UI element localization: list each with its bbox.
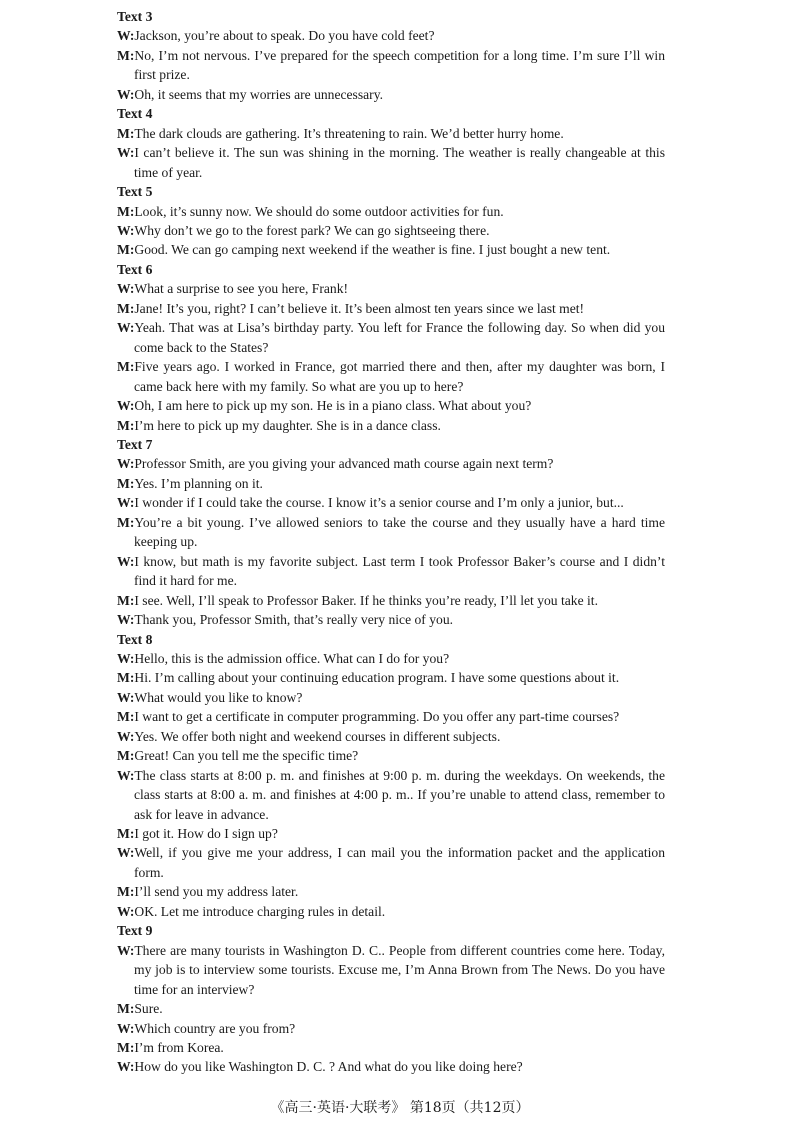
speaker-colon: : [129,125,135,141]
speaker-label: W [117,222,130,238]
speaker-colon: : [129,300,135,316]
dialogue-line [117,396,665,415]
dialogue-line [117,999,665,1018]
dialogue-line [117,240,665,259]
line-text: Yes. We offer both night and weekend courses in different subjects. [134,728,501,744]
speaker-label: W [117,495,130,511]
line-text: Oh, it seems that my worries are unnecessary. [134,86,384,102]
line-text: How do you like Washington D. C. ? And what do you like doing here? [134,1059,523,1075]
speaker-label: M [117,514,130,530]
speaker-label: M [117,592,130,608]
speaker-colon: : [129,553,135,569]
speaker-label: W [117,28,130,44]
speaker-label: M [117,670,130,686]
dialogue-line [117,688,665,707]
speaker-colon: : [129,689,135,705]
line-text: Hello, this is the admission office. What can I do for you? [134,650,450,666]
line-text: I know, but math is my favorite subject. Last term I took Professor Baker’s course and I didn’t find it hard for me. [134,553,665,589]
speaker-colon: : [129,650,135,666]
speaker-colon: : [129,1020,135,1036]
line-text: I got it. How do I sign up? [134,826,278,842]
line-text: No, I’m not nervous. I’ve prepared for the speech competition for a long time. I’m sure I’ll win first prize. [134,47,665,83]
speaker-colon: : [129,359,135,375]
speaker-colon: : [129,728,135,744]
listening-transcript [117,7,665,1077]
speaker-label: W [117,903,130,919]
dialogue-line [117,357,665,396]
speaker-colon: : [129,903,135,919]
dialogue-line [117,707,665,726]
speaker-colon: : [129,320,135,336]
dialogue-line [117,746,665,765]
speaker-label: M [117,1001,130,1017]
speaker-label: M [117,203,130,219]
line-text: Sure. [134,1001,163,1017]
line-text: Look, it’s sunny now. We should do some outdoor activities for fun. [134,203,504,219]
speaker-label: M [117,242,130,258]
dialogue-line [117,85,665,104]
line-text: What a surprise to see you here, Frank! [134,281,349,297]
speaker-label: M [117,709,130,725]
line-text: I’m from Korea. [134,1040,224,1056]
dialogue-line [117,474,665,493]
line-text: The dark clouds are gathering. It’s threatening to rain. We’d better hurry home. [134,125,564,141]
speaker-colon: : [129,242,135,258]
line-text: Oh, I am here to pick up my son. He is in a piano class. What about you? [134,398,532,414]
speaker-colon: : [129,28,135,44]
line-text: Thank you, Professor Smith, that’s really very nice of you. [134,612,454,628]
line-text: You’re a bit young. I’ve allowed seniors to take the course and they usually have a hard time keeping up. [134,514,665,550]
dialogue-line [117,649,665,668]
line-text: Yeah. That was at Lisa’s birthday party. You left for France the following day. So when did you come back to the States? [134,320,665,355]
line-text: The class starts at 8:00 p. m. and finishes at 9:00 p. m. during the weekdays. On weekends, the class starts at 8:00 a. m. and finishes at 4:00 p. m.. If you’re unable to attend class, remember to ask for leave in advance. [134,767,665,822]
line-text: Professor Smith, are you giving your advanced math course again next term? [134,456,554,472]
speaker-colon: : [129,514,135,530]
dialogue-line [117,299,665,318]
speaker-colon: : [129,203,135,219]
speaker-label: M [117,417,130,433]
line-text: Good. We can go camping next weekend if the weather is fine. I just bought a new tent. [134,242,611,258]
dialogue-line [117,1019,665,1038]
line-text: I’m here to pick up my daughter. She is in a dance class. [134,417,441,433]
speaker-label: W [117,1059,130,1075]
speaker-colon: : [129,398,135,414]
speaker-colon: : [129,456,135,472]
dialogue-line [117,1038,665,1057]
line-text: I want to get a certificate in computer programming. Do you offer any part-time courses? [134,709,620,725]
section-heading: Text 8 [117,631,153,647]
section-heading: Text 3 [117,9,153,24]
section-heading: Text 4 [117,106,153,122]
speaker-label: W [117,281,130,297]
speaker-colon: : [129,281,135,297]
speaker-label: W [117,942,130,958]
line-text: Five years ago. I worked in France, got married there and then, after my daughter was born, I came back here with my family. So what are you up to here? [134,359,665,394]
speaker-label: M [117,125,130,141]
line-text: Great! Can you tell me the specific time? [134,748,359,764]
dialogue-line [117,552,665,591]
dialogue-line [117,513,665,552]
speaker-label: W [117,689,130,705]
speaker-colon: : [129,417,135,433]
speaker-colon: : [129,145,135,161]
line-text: I wonder if I could take the course. I know it’s a senior course and I’m only a junior, but... [134,495,624,511]
line-text: Yes. I’m planning on it. [134,475,263,491]
speaker-label: M [117,47,130,63]
speaker-colon: : [129,592,135,608]
speaker-colon: : [129,86,135,102]
speaker-label: W [117,456,130,472]
speaker-colon: : [129,670,135,686]
speaker-label: W [117,86,130,102]
dialogue-line [117,766,665,824]
dialogue-line [117,279,665,298]
speaker-colon: : [129,826,135,842]
speaker-label: W [117,845,130,861]
dialogue-line [117,591,665,610]
page-footer: 《高三·英语·大联考》 第18页（共12页） [270,1100,530,1116]
speaker-colon: : [129,845,135,861]
dialogue-line [117,1057,665,1076]
dialogue-line [117,221,665,240]
speaker-colon: : [129,612,135,628]
line-text: Why don’t we go to the forest park? We can go sightseeing there. [134,222,490,238]
speaker-label: M [117,884,130,900]
section-heading: Text 5 [117,184,153,200]
speaker-label: W [117,553,130,569]
dialogue-line [117,493,665,512]
speaker-colon: : [129,942,135,958]
section-heading: Text 9 [117,923,153,939]
speaker-label: W [117,612,130,628]
line-text: Hi. I’m calling about your continuing education program. I have some questions about it. [134,670,620,686]
speaker-label: W [117,767,130,783]
dialogue-line [117,46,665,85]
section-heading: Text 7 [117,436,153,452]
line-text: I can’t believe it. The sun was shining in the morning. The weather is really changeable at this time of year. [134,145,665,180]
speaker-label: W [117,650,130,666]
dialogue-line [117,668,665,687]
line-text: Well, if you give me your address, I can mail you the information packet and the application form. [134,845,665,880]
dialogue-line [117,26,665,45]
speaker-colon: : [129,495,135,511]
speaker-label: M [117,826,130,842]
line-text: Which country are you from? [134,1020,296,1036]
speaker-label: M [117,475,130,491]
dialogue-line [117,824,665,843]
dialogue-line [117,318,665,357]
speaker-label: M [117,748,130,764]
line-text: I see. Well, I’ll speak to Professor Baker. If he thinks you’re ready, I’ll let you take it. [134,592,598,608]
speaker-label: W [117,1020,130,1036]
dialogue-line [117,416,665,435]
speaker-colon: : [129,47,135,63]
speaker-colon: : [129,884,135,900]
line-text: Jackson, you’re about to speak. Do you have cold feet? [134,28,435,44]
speaker-colon: : [129,767,135,783]
speaker-colon: : [129,475,135,491]
dialogue-line [117,143,665,182]
line-text: What would you like to know? [134,689,303,705]
speaker-label: W [117,145,130,161]
speaker-colon: : [129,222,135,238]
line-text: OK. Let me introduce charging rules in detail. [134,903,386,919]
dialogue-line [117,202,665,221]
speaker-label: W [117,728,130,744]
section-heading: Text 6 [117,261,153,277]
line-text: Jane! It’s you, right? I can’t believe it. It’s been almost ten years since we last met! [134,300,585,316]
dialogue-line [117,124,665,143]
dialogue-line [117,727,665,746]
dialogue-line [117,902,665,921]
speaker-label: W [117,398,130,414]
speaker-colon: : [129,1059,135,1075]
speaker-label: M [117,1040,130,1056]
speaker-colon: : [129,1040,135,1056]
speaker-label: M [117,300,130,316]
speaker-colon: : [129,748,135,764]
speaker-colon: : [129,1001,135,1017]
dialogue-line [117,941,665,999]
speaker-label: M [117,359,130,375]
dialogue-line [117,882,665,901]
dialogue-line [117,843,665,882]
dialogue-line [117,610,665,629]
speaker-label: W [117,320,130,336]
dialogue-line [117,454,665,473]
line-text: There are many tourists in Washington D. C.. People from different countries come here. Today, my job is to interview some tourists. Excuse me, I’m Anna Brown from The News. Do you have time for an interview? [134,942,665,997]
line-text: I’ll send you my address later. [134,884,299,900]
speaker-colon: : [129,709,135,725]
